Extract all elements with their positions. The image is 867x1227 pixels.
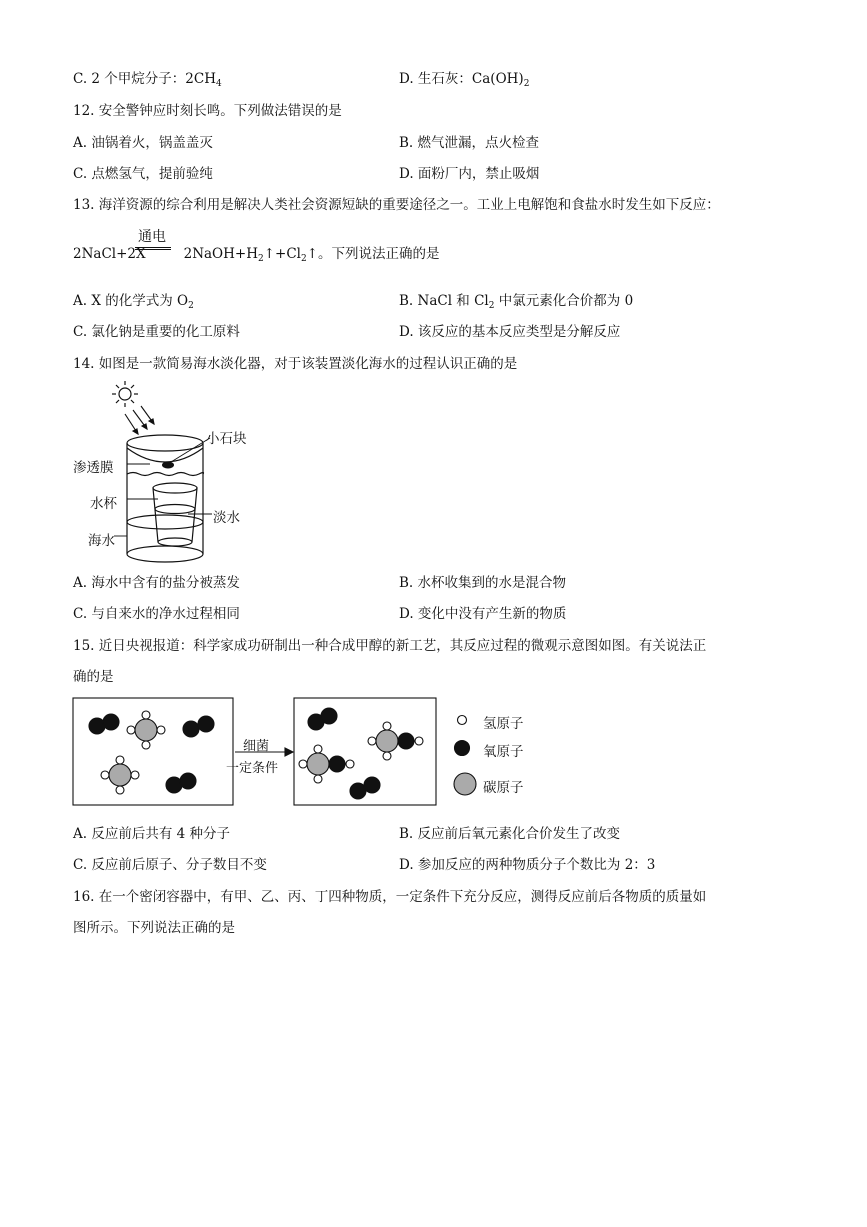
q15-option-a: A. 反应前后共有 4 种分子 [73, 826, 231, 842]
q13-stem: 13. 海洋资源的综合利用是解决人类社会资源短缺的重要途径之一。工业上电解饱和食盐水时发生如下反应： [73, 197, 720, 213]
legend-carbon: 碳原子 [483, 780, 524, 796]
q12-option-a: A. 油锅着火，锅盖盖灭 [73, 135, 213, 151]
q14-option-c: C. 与自来水的净水过程相同 [73, 606, 240, 622]
o2-molecule [183, 716, 214, 737]
q15-option-c: C. 反应前后原子、分子数目不变 [73, 857, 267, 873]
methanol-molecule [368, 722, 423, 760]
light-ray-icon [125, 406, 154, 434]
o2-molecule [308, 708, 337, 730]
ch4-molecule [127, 711, 165, 749]
label-cup: 水杯 [90, 496, 117, 512]
q11-option-d: D. 生石灰：$Ca(OH)_2$ [399, 71, 530, 89]
q14-stem: 14. 如图是一款简易海水淡化器，对于该装置淡化海水的过程认识正确的是 [73, 356, 518, 372]
q13-option-a: A. X 的化学式为 $O_2$ [73, 293, 194, 311]
q13-equation: 2NaCl+2X $2NaOH+H_2↑+Cl_2↑$。下列说法正确的是 [73, 246, 440, 264]
q12-option-b: B. 燃气泄漏，点火检查 [399, 135, 540, 151]
oxygen-atom-icon [455, 741, 470, 756]
label-sea-water: 海水 [88, 533, 115, 549]
legend-hydrogen: 氢原子 [483, 716, 524, 732]
label-membrane: 渗透膜 [73, 460, 114, 476]
legend-oxygen: 氧原子 [483, 744, 524, 760]
ch4-molecule [101, 756, 139, 794]
q14-option-a: A. 海水中含有的盐分被蒸发 [73, 575, 240, 591]
o2-molecule [166, 773, 196, 793]
q12-option-c: C. 点燃氢气，提前验纯 [73, 166, 213, 182]
q16-stem-line2: 图所示。下列说法正确的是 [73, 920, 235, 936]
reaction-micro-diagram [70, 696, 540, 810]
arrow-label-top: 细菌 [243, 739, 270, 754]
q13-option-d: D. 该反应的基本反应类型是分解反应 [399, 324, 621, 340]
q13-option-b: B. NaCl 和 $Cl_2$ 中氯元素化合价都为 0 [399, 293, 634, 311]
q12-option-d: D. 面粉厂内，禁止吸烟 [399, 166, 540, 182]
o2-molecule [89, 714, 119, 734]
arrow-label-bottom: 一定条件 [226, 761, 279, 776]
q16-stem-line1: 16. 在一个密闭容器中，有甲、乙、丙、丁四种物质，一定条件下充分反应，测得反应前后各物质的质量如 [73, 889, 707, 905]
label-stone: 小石块 [206, 431, 247, 447]
q14-option-d: D. 变化中没有产生新的物质 [399, 606, 567, 622]
stone-icon [162, 462, 174, 469]
label-fresh-water: 淡水 [213, 510, 240, 526]
q13-option-c: C. 氯化钠是重要的化工原料 [73, 324, 240, 340]
q13-condition: 通电 [138, 229, 166, 245]
reactants-box [73, 698, 233, 805]
q11-option-c: C. 2 个甲烷分子：$2CH_4$ [73, 71, 222, 89]
o2-molecule [350, 777, 380, 799]
q15-option-b: B. 反应前后氧元素化合价发生了改变 [399, 826, 621, 842]
sun-icon [112, 381, 138, 407]
q15-option-d: D. 参加反应的两种物质分子个数比为 2：3 [399, 857, 656, 873]
q14-option-b: B. 水杯收集到的水是混合物 [399, 575, 567, 591]
hydrogen-atom-icon [458, 716, 467, 725]
q12-stem: 12. 安全警钟应时刻长鸣。下列做法错误的是 [73, 103, 342, 119]
carbon-atom-icon [454, 773, 476, 795]
q15-stem-line2: 确的是 [73, 669, 114, 685]
methanol-molecule [299, 745, 354, 783]
q15-stem-line1: 15. 近日央视报道：科学家成功研制出一种合成甲醇的新工艺，其反应过程的微观示意图如图。有关说法正 [73, 638, 707, 654]
